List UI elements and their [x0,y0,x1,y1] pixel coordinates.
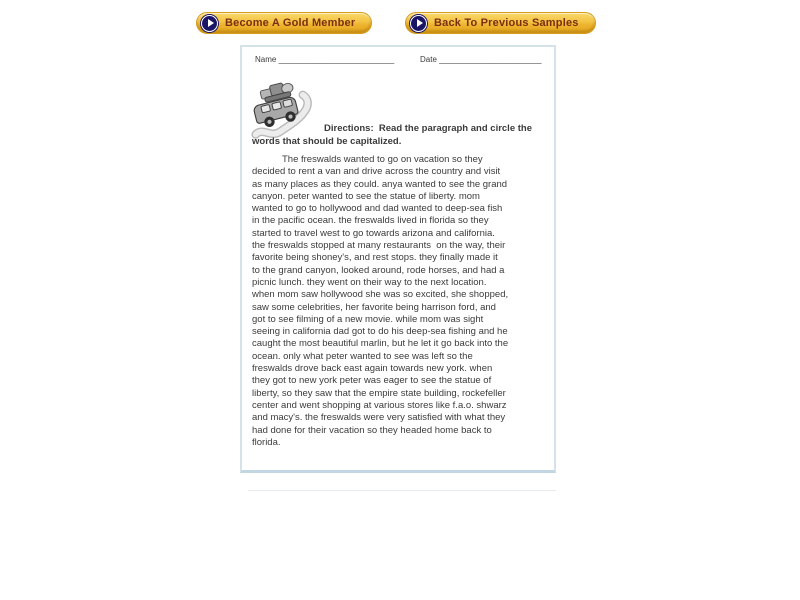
paragraph-line: caught the most beautiful marlin, but he let it go back into the [252,338,509,350]
name-label: Name [255,55,277,64]
date-blank-line: _______________________ [439,55,542,64]
button-label: Back To Previous Samples [434,17,579,29]
play-triangle-icon [208,19,214,27]
back-to-previous-samples-button[interactable] [405,12,596,34]
paragraph-line: decided to rent a van and drive across the country and visit [252,166,501,178]
paragraph-line: saw some celebrities, her favorite being harrison ford, and [252,301,496,313]
paragraph-line: as many places as they could. anya wanted to see the grand [252,178,508,190]
paragraph-line: seeing in california dad got to do his deep-sea fishing and he [252,326,508,338]
paragraph-line: florida. [252,436,281,448]
paragraph-line: center and went shopping at various stores like f.a.o. shwarz [252,399,507,411]
paragraph-line: they got to new york peter was eager to see the statue of [252,375,492,387]
name-blank-line: __________________________ [278,55,395,64]
name-field [255,55,394,64]
play-icon [410,15,427,32]
worksheet-page [240,45,556,473]
date-label: Date [420,55,437,64]
button-label: Become A Gold Member [225,17,356,29]
page-shadow-line [248,490,556,491]
paragraph-line: The freswalds wanted to go on vacation so they [282,154,483,165]
play-icon [201,15,218,32]
worksheet-paragraph [252,154,554,449]
paragraph-line: freswalds drove back east again towards new york. when [252,363,493,375]
paragraph-line: picnic lunch. they went on their way to the next location. [252,276,487,288]
directions-text-line2: words that should be capitalized. [252,136,402,147]
paragraph-line: ocean. only what peter wanted to see was left so the [252,350,473,362]
paragraph-line: the freswalds stopped at many restaurants on the way, their [252,240,506,252]
paragraph-line: had done for their vacation so they headed home back to [252,424,492,436]
paragraph-line: to the grand canyon, looked around, rode horses, and had a [252,264,505,276]
paragraph-line: wanted to go to hollywood and dad wanted to deep-sea fish [252,203,503,215]
play-triangle-icon [417,19,423,27]
paragraph-line: when mom saw hollywood she was so excited, she shopped, [252,289,509,301]
directions-text-line1: Directions: Read the paragraph and circle the [324,123,532,134]
paragraph-line: in the pacific ocean. the freswalds lived in florida so they [252,215,489,227]
become-gold-member-button[interactable] [196,12,372,34]
van-luggage-clipart-icon [250,77,316,141]
paragraph-line: got to see filming of a new movie. while mom was sight [252,313,484,325]
paragraph-line: canyon. peter wanted to see the statue of liberty. mom [252,190,480,202]
paragraph-line: favorite being shoney's, and rest stops. they finally made it [252,252,498,264]
paragraph-line: started to travel west to go towards arizona and california. [252,227,495,239]
paragraph-line: liberty, so they saw that the empire state building, rockefeller [252,387,506,399]
paragraph-line: and macy's. the freswalds were very satisfied with what they [252,412,506,424]
date-field [420,55,541,64]
